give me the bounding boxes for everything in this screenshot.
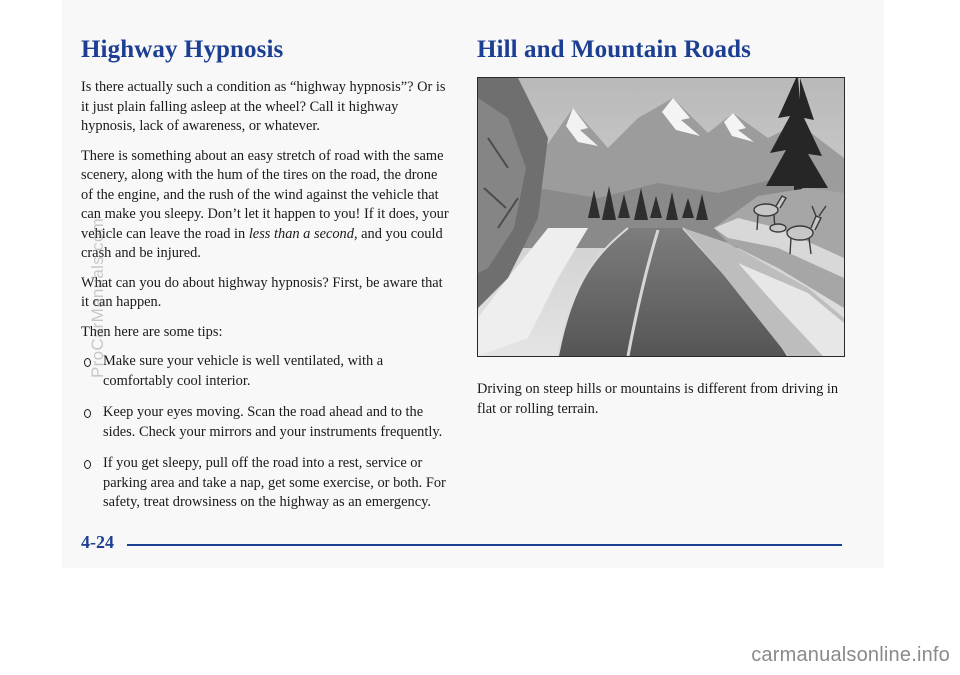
left-column	[81, 36, 451, 525]
tip-item	[81, 454, 451, 513]
tip-item	[81, 403, 451, 442]
tip-item	[81, 352, 451, 391]
side-watermark: ProCarManuals.com	[88, 217, 107, 378]
paragraph-what-can-you-do: What can you do about highway hypnosis? First, be aware that it can happen.	[81, 274, 443, 310]
mountain-road-illustration	[477, 77, 845, 357]
mountain-road-drawing	[478, 78, 844, 356]
paragraph-sleepy-text-b: , and you could crash and be injured.	[81, 225, 443, 261]
tips-list	[81, 352, 451, 513]
bullet-icon	[84, 409, 91, 418]
paragraph-intro: Is there actually such a condition as “highway hypnosis”? Or is it just plain falling asleep at the wheel? Call it highway hypnosis, lack of awareness, or whatever.	[81, 79, 446, 134]
paragraph-sleepy	[81, 147, 451, 264]
paragraph-sleepy-text-a: There is something about an easy stretch of road with the same scenery, along with the hum of the tires on the road, the drone of the engine, and the rush of the wind against the vehicle that can make you sleepy. Don’t let it happen to you! If it does, your vehicle can leave the road in	[81, 147, 449, 242]
paragraph-sleepy-emphasis: less than a second	[248, 225, 354, 242]
site-watermark: carmanualsonline.info	[751, 644, 950, 666]
bullet-icon	[84, 460, 91, 469]
right-column	[477, 36, 847, 78]
section-title-hill-mountain-roads: Hill and Mountain Roads	[477, 36, 751, 63]
page-number: 4-24	[81, 532, 114, 552]
footer-rule	[127, 544, 842, 546]
illustration-caption: Driving on steep hills or mountains is different from driving in flat or rolling terrain.	[477, 381, 839, 417]
tip-text: Make sure your vehicle is well ventilated, with a comfortably cool interior.	[103, 353, 384, 389]
paragraph-tips-intro: Then here are some tips:	[81, 323, 223, 340]
tip-text: Keep your eyes moving. Scan the road ahead and to the sides. Check your mirrors and your instruments frequently.	[103, 404, 443, 440]
section-title-highway-hypnosis: Highway Hypnosis	[81, 36, 284, 63]
tip-text: If you get sleepy, pull off the road into a rest, service or parking area and take a nap, get some exercise, or both. For safety, treat drowsiness on the highway as an emergency.	[103, 455, 446, 510]
